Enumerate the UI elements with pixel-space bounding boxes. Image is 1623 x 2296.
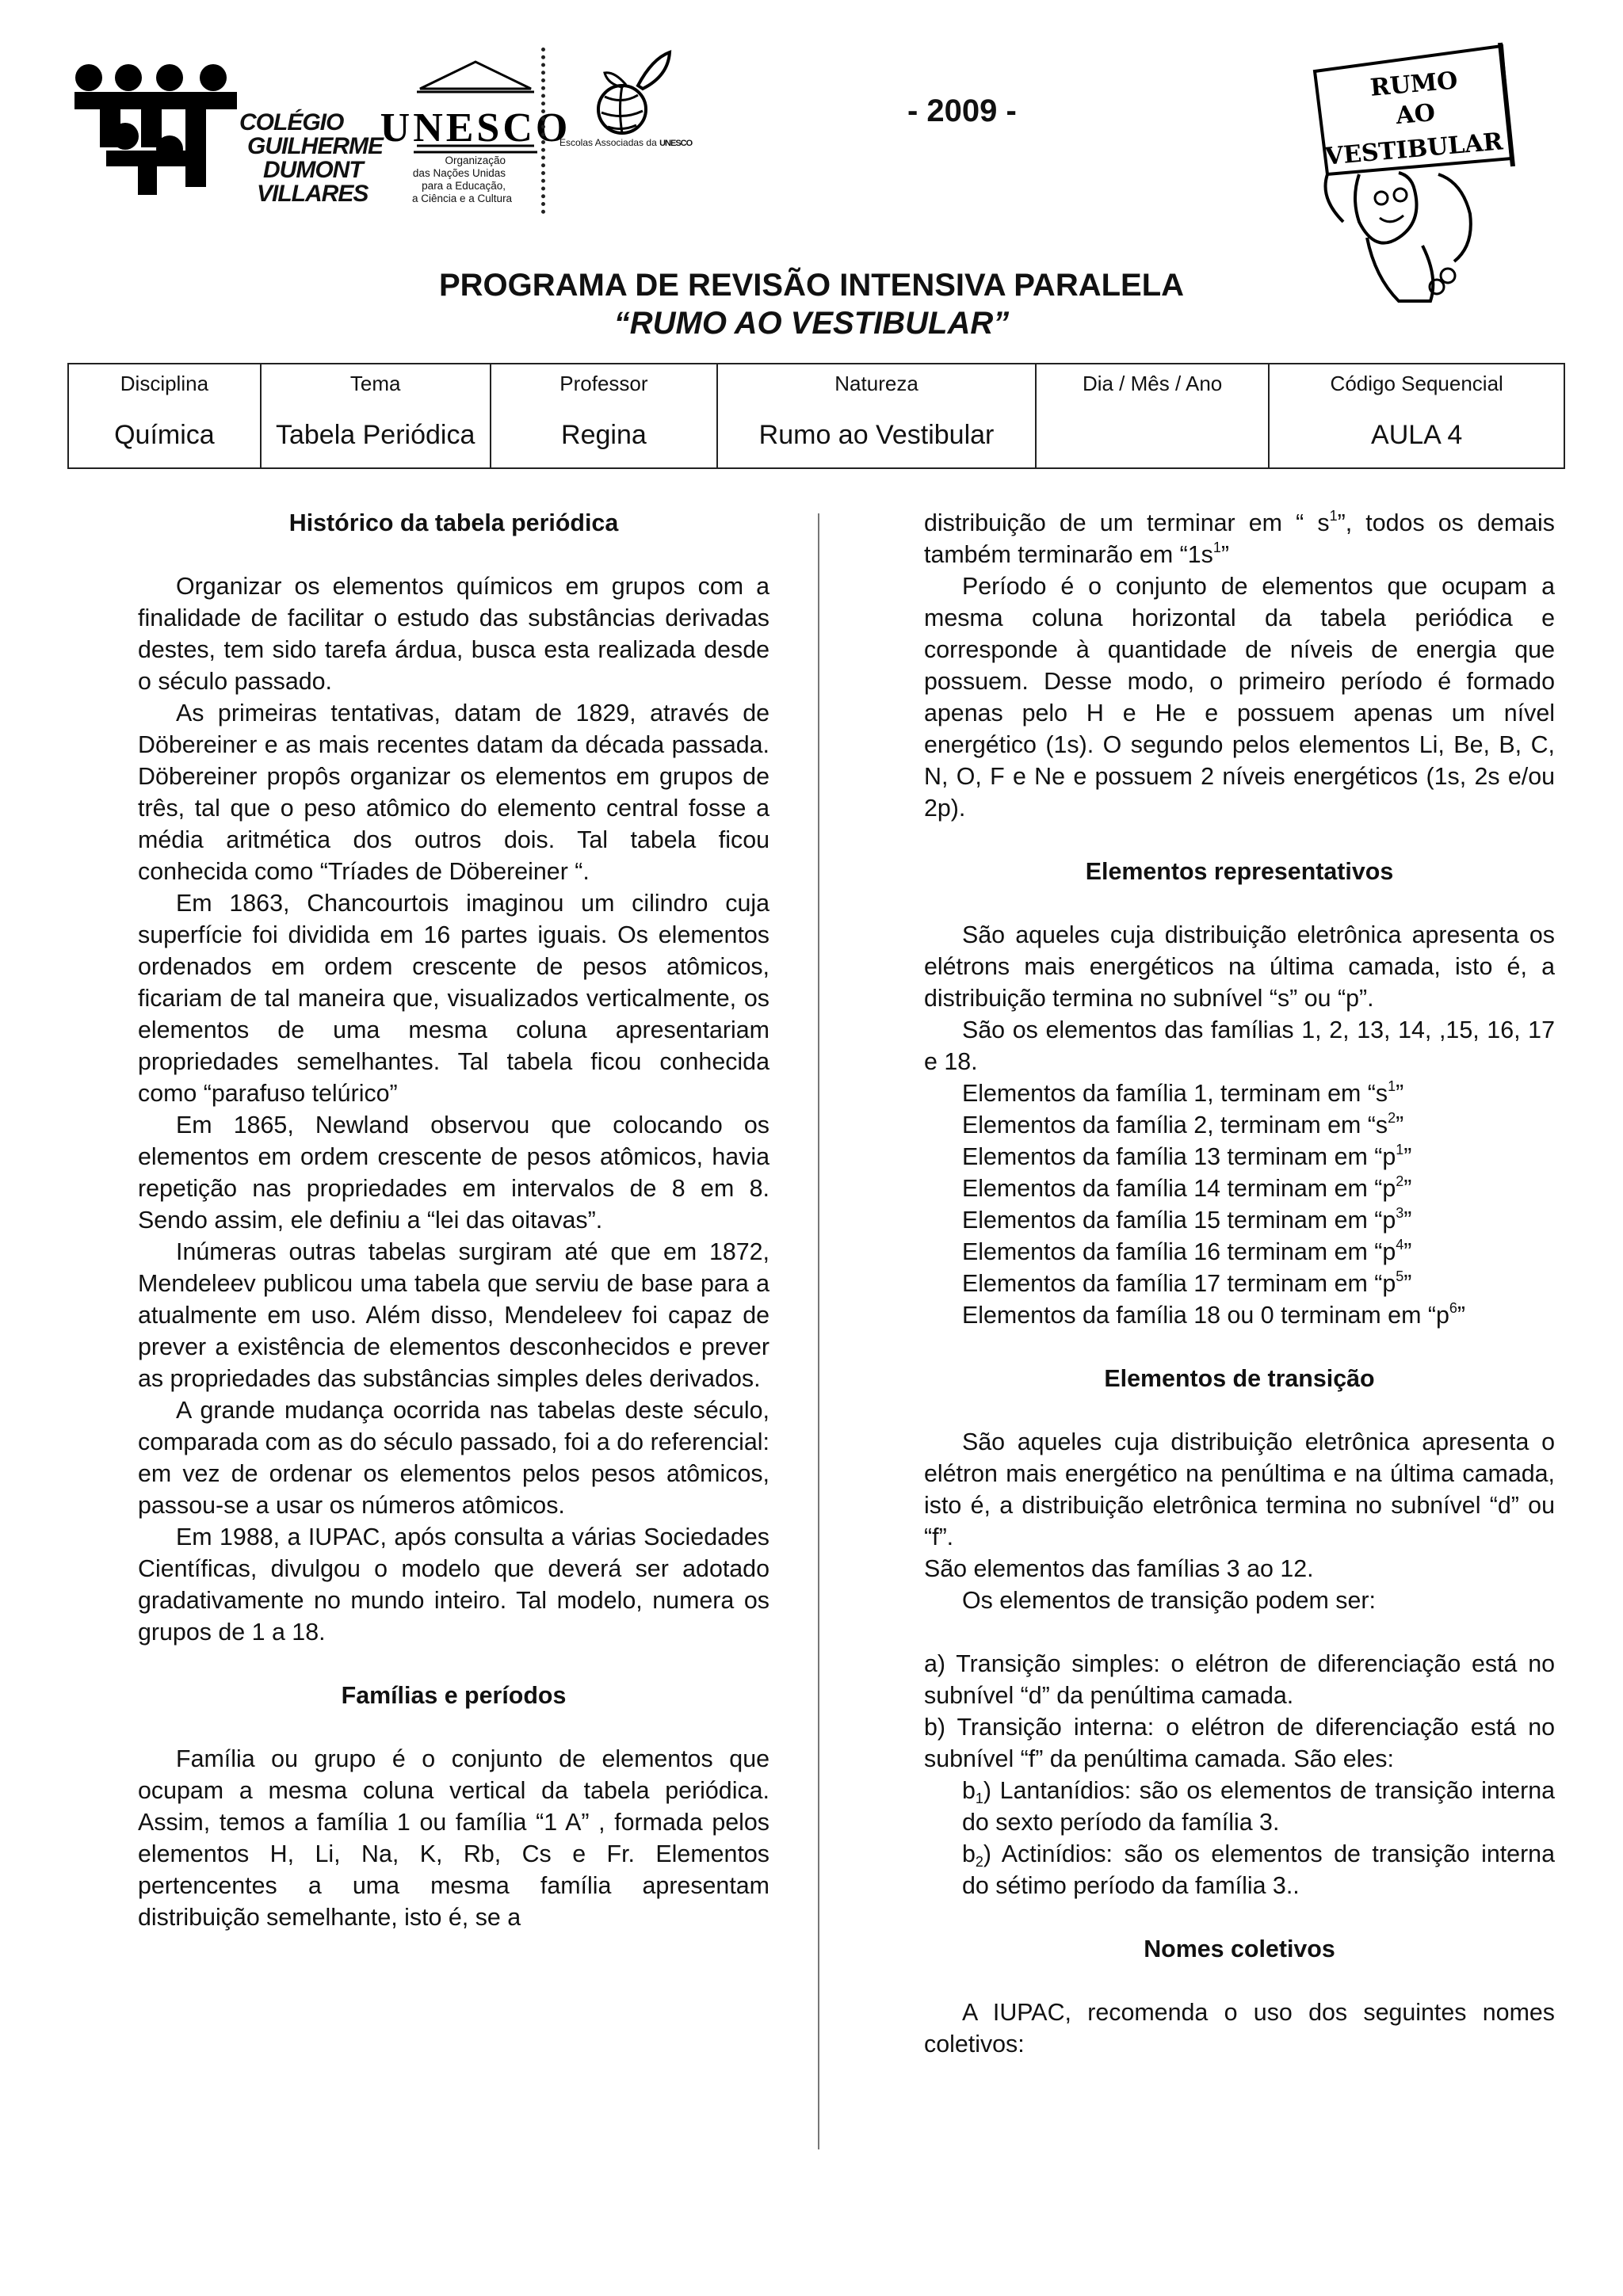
paragraph: Em 1865, Newland observou que colocando os elementos em ordem crescente de pesos atômicos, havia repetição nas propriedades em intervalos de 8 em 8. Sendo assim, ele definiu a “lei das oitavas”. (138, 1112, 769, 1234)
heading-familias: Famílias e períodos (341, 1682, 567, 1709)
familias-list (924, 1077, 1555, 1331)
paragraph: Período é o conjunto de elementos que ocupam a mesma coluna horizontal da tabela periódica e corresponde à quantidade de níveis de energia que possuem. Desse modo, o primeiro período é formado apenas pelo H e He e possuem apenas um nível energético (1s). O segundo pelos elementos Li, Be, B, C, N, O, F e Ne e possuem 2 níveis energéticos (1s, 2s e/ou 2p). (924, 573, 1555, 822)
unesco-caption-line: Organização (445, 154, 506, 166)
paragraph: Em 1863, Chancourtois imaginou um cilindro cuja superfície foi dividida em 16 partes iguais. Os elementos ordenados em ordem crescente de pesos atômicos, ficariam de tal maneira que, visualizados verticalmente, os elementos de uma mesma coluna apresentariam propriedades semelhantes. Tal tabela ficou conhecida como “parafuso telúrico” (138, 890, 769, 1107)
value-natureza: Rumo ao Vestibular (717, 402, 1036, 468)
paragraph: a) Transição simples: o elétron de diferenciação está no subnível “d” da penúltima camada. (924, 1650, 1555, 1709)
school-name (239, 111, 383, 206)
superscript: 1 (1396, 1142, 1404, 1158)
paragraph (924, 507, 1555, 570)
header-codigo: Código Sequencial (1269, 364, 1564, 402)
header-professor: Professor (491, 364, 718, 402)
paragraph: Inúmeras outras tabelas surgiram até que em 1872, Mendeleev publicou uma tabela que serviu de base para a atualmente em uso. Além disso, Mendeleev foi capaz de prever a existência de elementos desconhecidos e prever as propriedades das substâncias simples deles derivados. (138, 1238, 769, 1392)
subscript: 1 (975, 1791, 983, 1806)
header-disciplina: Disciplina (68, 364, 261, 402)
page-title: PROGRAMA DE REVISÃO INTENSIVA PARALELA (438, 268, 1185, 303)
year-label: - 2009 - (907, 93, 1017, 128)
superscript: 1 (1329, 508, 1338, 524)
escolas-caption-text: Escolas Associadas da (559, 137, 657, 148)
text-span: Elementos da família 16 terminam em “p (962, 1238, 1396, 1265)
rumo-badge-line-2: AO (1395, 98, 1437, 131)
header-tema: Tema (261, 364, 491, 402)
heading-historico: Histórico da tabela periódica (288, 509, 619, 536)
text-span: ” (1403, 1175, 1412, 1202)
text-span: ” (1403, 1238, 1412, 1265)
text-span: Elementos da família 15 terminam em “p (962, 1207, 1396, 1234)
list-item (924, 1109, 1555, 1141)
paragraph: São os elementos das famílias 1, 2, 13, 14, ,15, 16, 17 e 18. (924, 1016, 1555, 1075)
text-span: b (962, 1840, 976, 1867)
lesson-info-table (67, 363, 1565, 469)
right-column (924, 507, 1555, 2060)
heading-transicao: Elementos de transição (1104, 1365, 1375, 1392)
list-item (924, 1775, 1555, 1838)
unesco-caption-line: das Nações Unidas (412, 167, 506, 179)
unesco-caption-line: para a Educação, (422, 180, 506, 192)
text-span: ) Actinídios: são os elementos de transição interna do sétimo período da família 3.. (962, 1840, 1555, 1899)
paragraph: São aqueles cuja distribuição eletrônica apresenta o elétron mais energético na penúltima e na última camada, isto é, a distribuição eletrônica termina no subnível “d” ou “f”. (924, 1428, 1555, 1550)
value-disciplina: Química (68, 402, 261, 468)
text-span: ) Lantanídios: são os elementos de transição interna do sexto período da família 3. (962, 1777, 1555, 1836)
text-span: ”, todos os demais também terminarão em “1s (924, 509, 1555, 568)
school-name-line-1: COLÉGIO (239, 109, 344, 135)
list-item (924, 1299, 1555, 1331)
table-value-row (68, 402, 1564, 468)
superscript: 1 (1388, 1078, 1396, 1094)
left-column (138, 507, 769, 1933)
paragraph: b) Transição interna: o elétron de diferenciação está no subnível “f” da penúltima camada. São eles: (924, 1714, 1555, 1772)
value-professor: Regina (491, 402, 718, 468)
column-divider (818, 513, 819, 2149)
header-data: Dia / Mês / Ano (1036, 364, 1270, 402)
text-span: Elementos da família 14 terminam em “p (962, 1175, 1396, 1202)
superscript: 3 (1396, 1205, 1404, 1221)
escolas-unesco-text: UNESCO (659, 139, 693, 148)
paragraph: Em 1988, a IUPAC, após consulta a várias Sociedades Científicas, divulgou o modelo que deverá ser adotado gradativamente no mundo inteiro. Tal modelo, numera os grupos de 1 a 18. (138, 1524, 769, 1646)
school-name-line-4: VILLARES (257, 181, 369, 207)
list-item (924, 1204, 1555, 1236)
text-span: Elementos da família 18 ou 0 terminam em “p (962, 1302, 1449, 1329)
list-item (924, 1268, 1555, 1299)
school-name-line-3: DUMONT (263, 157, 363, 183)
superscript: 5 (1396, 1268, 1404, 1284)
unesco-caption (412, 154, 513, 205)
list-item (924, 1077, 1555, 1109)
list-item (924, 1173, 1555, 1204)
page-subtitle: “RUMO AO VESTIBULAR” (613, 306, 1010, 341)
paragraph: A grande mudança ocorrida nas tabelas deste século, comparada com as do século passado, foi a do referencial: em vez de ordenar os elementos pelos pesos atômicos, passou-se a usar os números atômicos. (138, 1397, 769, 1519)
paragraph: A IUPAC, recomenda o uso dos seguintes nomes coletivos: (924, 1999, 1555, 2058)
list-item (924, 1838, 1555, 1901)
unesco-caption-line: a Ciência e a Cultura (412, 193, 513, 204)
list-item (924, 1141, 1555, 1173)
heading-nomes: Nomes coletivos (1144, 1936, 1335, 1962)
superscript: 2 (1396, 1173, 1404, 1189)
value-tema: Tabela Periódica (261, 402, 491, 468)
text-span: distribuição de um terminar em “ s (924, 509, 1330, 536)
text-span: Elementos da família 1, terminam em “s (962, 1080, 1388, 1107)
paragraph: Os elementos de transição podem ser: (962, 1587, 1376, 1614)
rumo-badge-line-1: RUMO (1369, 67, 1459, 102)
svg-text:UNESCO: UNESCO (380, 105, 571, 151)
paragraph: Organizar os elementos químicos em grupos com a finalidade de facilitar o estudo das substâncias derivadas destes, tem sido tarefa árdua, busca esta realizada desde o século passado. (138, 573, 769, 695)
paragraph: São aqueles cuja distribuição eletrônica apresenta os elétrons mais energéticos na última camada, isto é, a distribuição termina no subnível “s” ou “p”. (924, 921, 1555, 1012)
text-span: Elementos da família 13 terminam em “p (962, 1143, 1396, 1170)
text-span: Elementos da família 17 terminam em “p (962, 1270, 1396, 1297)
text-span: ” (1396, 1112, 1404, 1138)
heading-representativos: Elementos representativos (1085, 858, 1394, 885)
logo-divider (541, 48, 545, 214)
text-span: Elementos da família 2, terminam em “s (962, 1112, 1388, 1138)
paragraph: As primeiras tentativas, datam de 1829, através de Döbereiner e as mais recentes datam da década passada. Döbereiner propôs organizar os elementos em grupos de três, tal que o peso atômico do elemento central fosse a média aritmética dos outros dois. Tal tabela ficou conhecida como “Tríades de Döbereiner “. (138, 700, 769, 885)
text-span: ” (1457, 1302, 1465, 1329)
escolas-caption (559, 137, 692, 148)
school-name-line-2: GUILHERME (247, 133, 383, 159)
subscript: 2 (975, 1854, 983, 1870)
superscript: 2 (1388, 1110, 1396, 1126)
text-span: b (962, 1777, 976, 1804)
text-span: ” (1403, 1270, 1412, 1297)
text-span: ” (1403, 1207, 1412, 1234)
header-natureza: Natureza (717, 364, 1036, 402)
paragraph: São elementos das famílias 3 ao 12. (924, 1555, 1314, 1582)
superscript: 4 (1396, 1237, 1404, 1253)
text-span: ” (1403, 1143, 1412, 1170)
table-header-row (68, 364, 1564, 402)
value-data (1036, 402, 1270, 468)
list-item (924, 1236, 1555, 1268)
superscript: 1 (1212, 540, 1221, 555)
value-codigo: AULA 4 (1269, 402, 1564, 468)
text-span: ” (1396, 1080, 1404, 1107)
paragraph: Família ou grupo é o conjunto de elementos que ocupam a mesma coluna vertical da tabela periódica. Assim, temos a família 1 ou família “1 A” , formada pelos elementos H, Li, Na, K, Rb, Cs e Fr. Elementos pertencentes a uma mesma família apresentam distribuição semelhante, isto é, se a (138, 1745, 769, 1931)
superscript: 6 (1449, 1300, 1457, 1316)
rumo-badge-line-3: VESTIBULAR (1323, 128, 1504, 171)
text-span: ” (1220, 541, 1229, 568)
